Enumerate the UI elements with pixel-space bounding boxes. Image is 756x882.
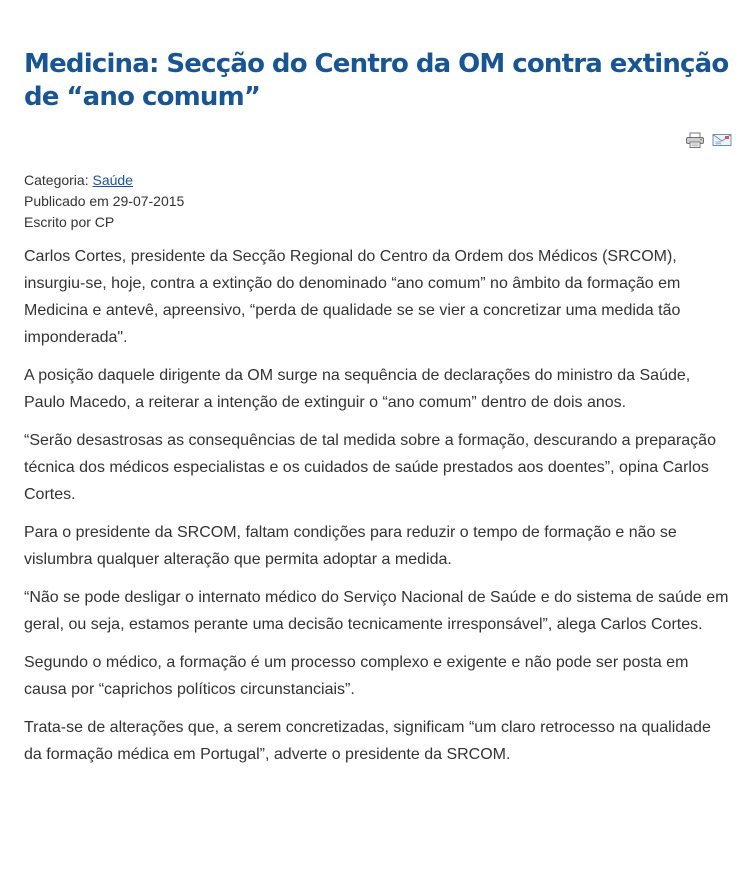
article-tools [685,131,732,149]
category-line [24,170,184,191]
category-label: Categoria: [24,172,93,188]
published-date: Publicado em 29-07-2015 [24,193,185,209]
paragraph: Para o presidente da SRCOM, faltam condições para reduzir o tempo de formação e não se vislumbra qualquer alteração que permita adoptar a medida. [24,524,677,568]
category-link[interactable]: Saúde [92,172,133,188]
article-meta [24,170,184,233]
author: Escrito por CP [24,214,115,230]
article-title: Medicina: Secção do Centro da OM contra extinção de “ano comum” [24,49,729,112]
article-body [24,243,732,779]
paragraph: “Serão desastrosas as consequências de tal medida sobre a formação, descurando a preparação técnica dos médicos especialistas e os cuidados de saúde prestados aos doentes”, opina Carlos Cortes. [24,432,716,503]
paragraph: Segundo o médico, a formação é um processo complexo e exigente e não pode ser posta em causa por “caprichos políticos circunstanciais”. [24,654,689,698]
paragraph: Trata-se de alterações que, a serem concretizadas, significam “um claro retrocesso na qualidade da formação médica em Portugal”, adverte o presidente da SRCOM. [24,719,711,763]
paragraph: “Não se pode desligar o internato médico do Serviço Nacional de Saúde e do sistema de saúde em geral, ou seja, estamos perante uma decisão tecnicamente irresponsável”, alega Carlos Cortes. [24,589,729,633]
paragraph: A posição daquele dirigente da OM surge na sequência de declarações do ministro da Saúde, Paulo Macedo, a reiterar a intenção de extinguir o “ano comum” dentro de dois anos. [24,367,691,411]
article [24,0,732,763]
print-icon[interactable] [685,132,705,148]
paragraph: Carlos Cortes, presidente da Secção Regional do Centro da Ordem dos Médicos (SRCOM), insurgiu-se, hoje, contra a extinção do denominado “ano comum” no âmbito da formação em Medicina e antevê, apreensivo, “perda de qualidade se se vier a concretizar uma medida tão imponderada". [24,248,681,346]
email-icon[interactable] [712,132,732,148]
